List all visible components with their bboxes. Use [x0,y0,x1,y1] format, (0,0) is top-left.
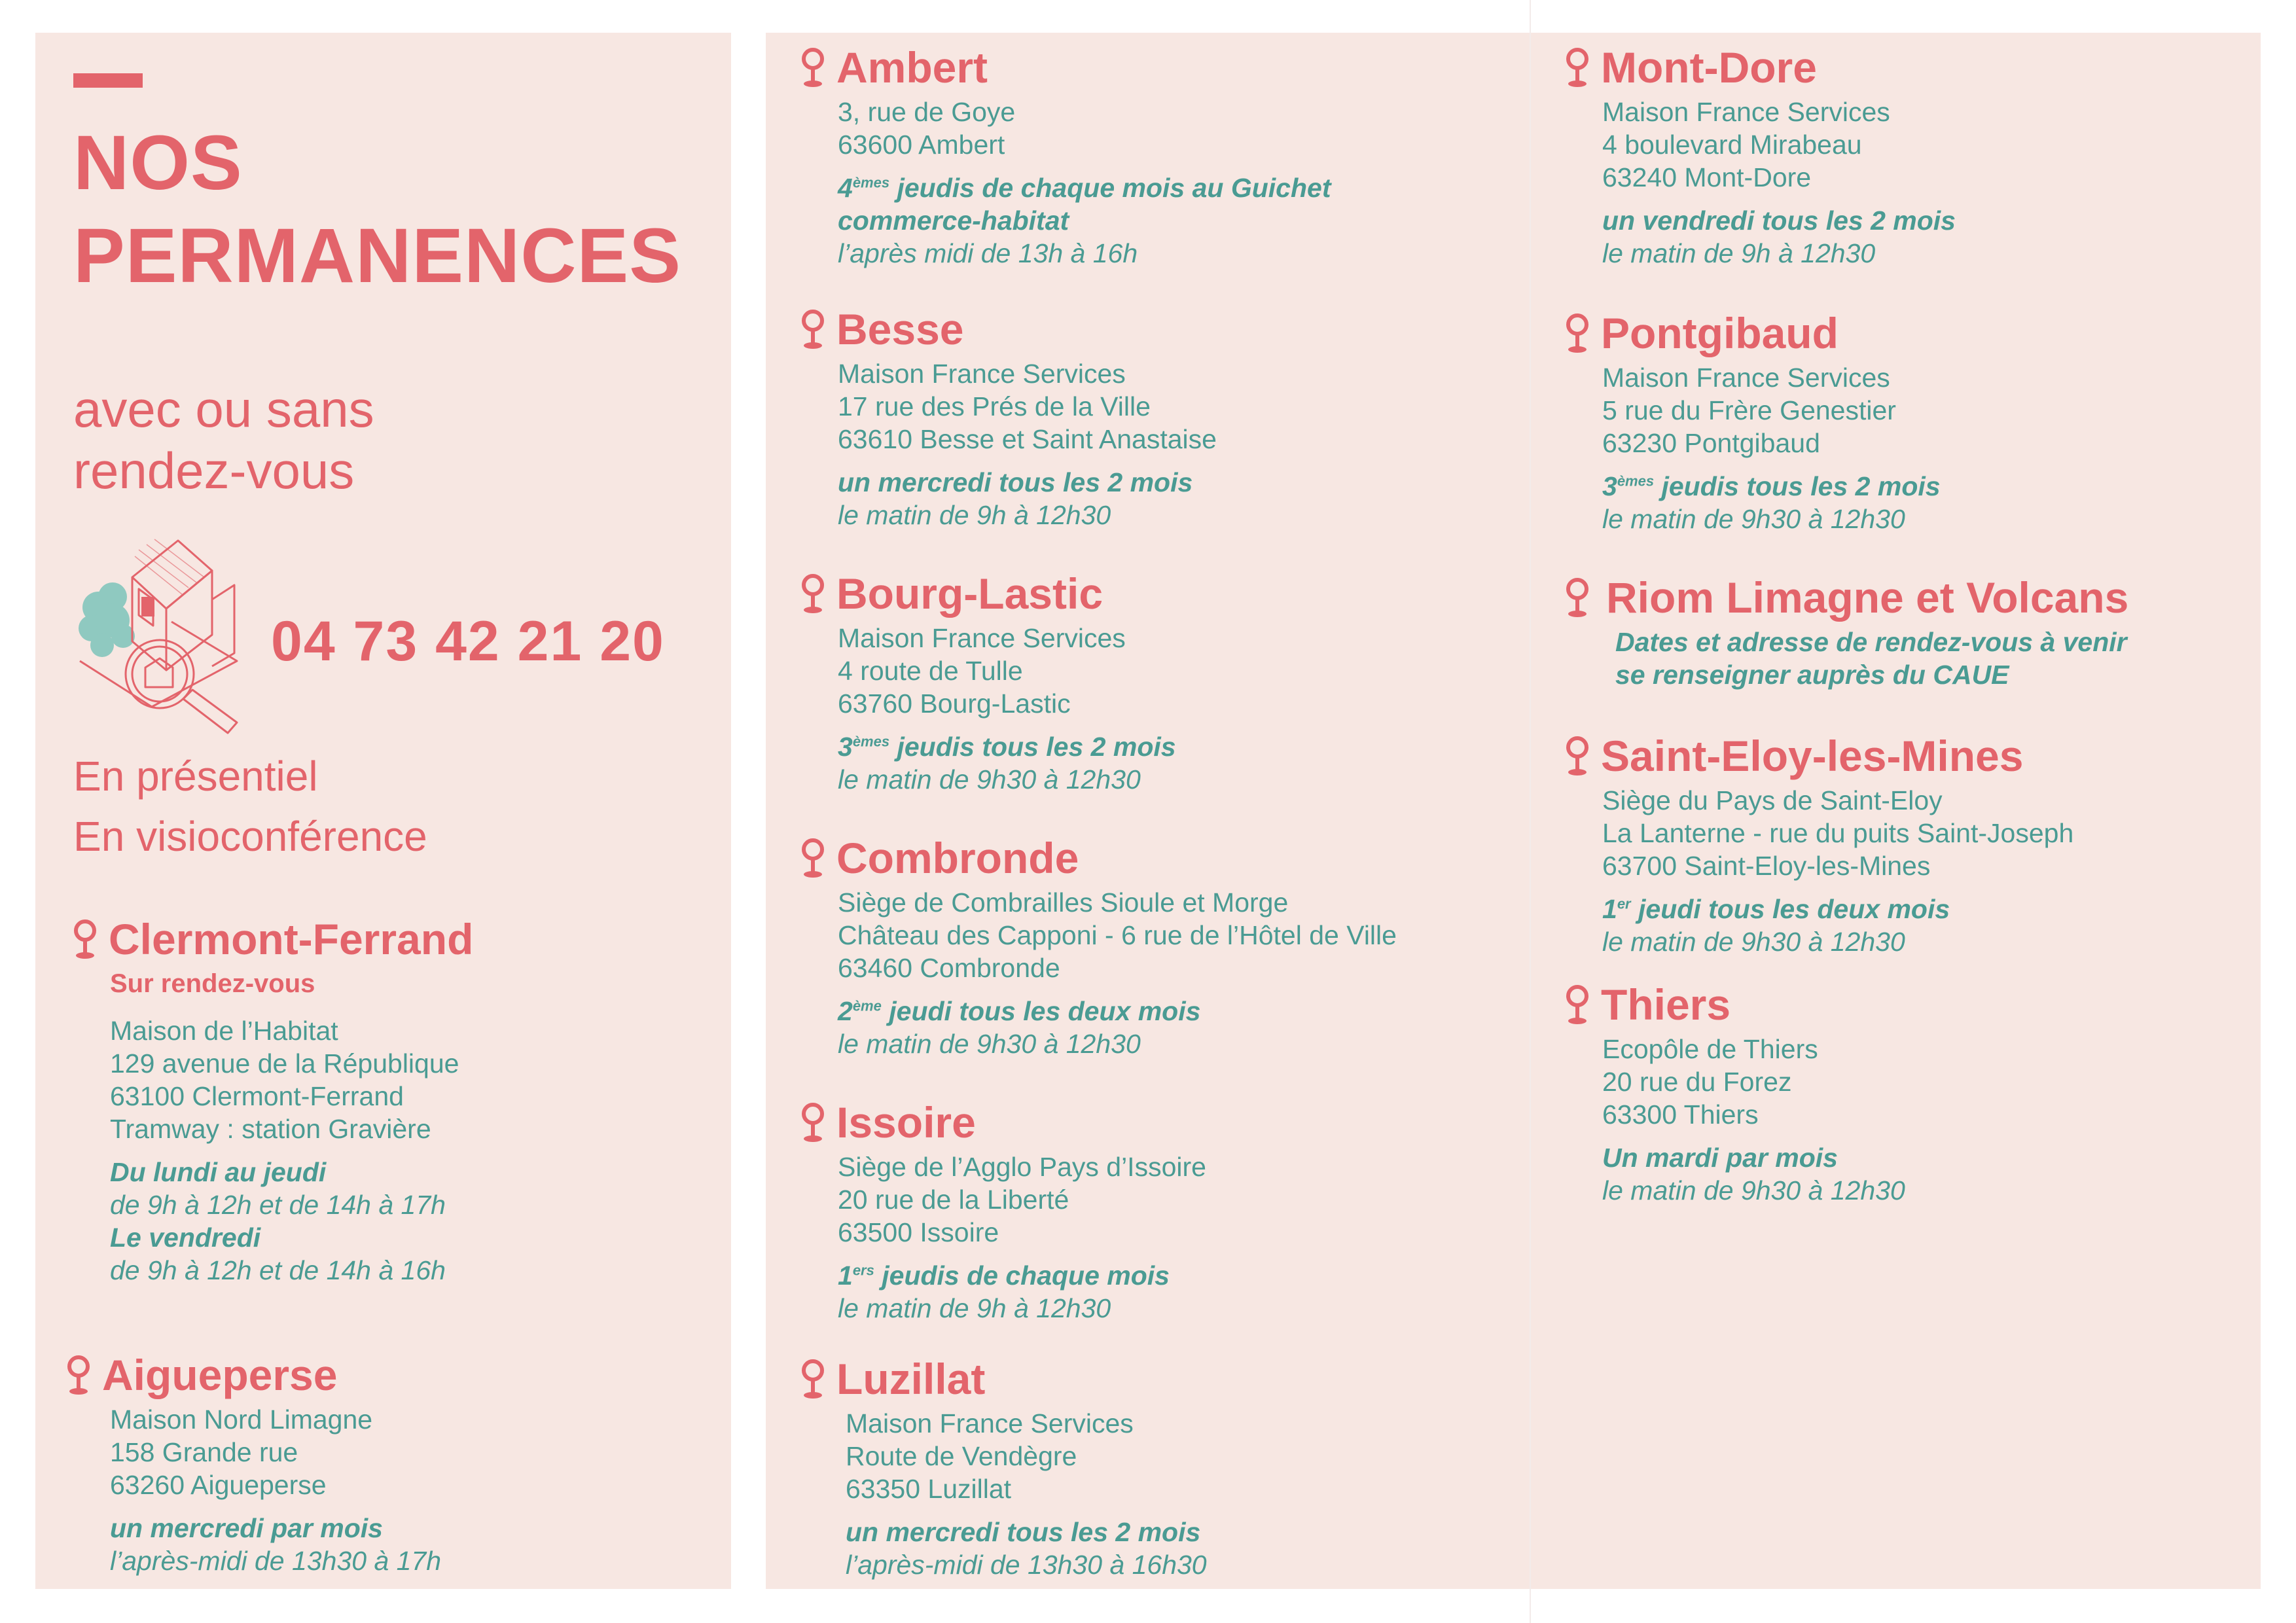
location-details [800,96,1480,270]
location-riom-limagne-volcans [1564,569,2245,691]
address-line: 63300 Thiers [1602,1099,1759,1130]
address-line: 63100 Clermont-Ferrand [110,1081,404,1111]
location-combronde [800,830,1480,1060]
schedule-text: Du lundi au jeudi [110,1157,327,1187]
location-ambert [800,39,1480,270]
address-line: 158 Grande rue [110,1437,298,1467]
mode-video: En visioconférence [73,813,427,860]
address-line: 20 rue de la Liberté [838,1185,1069,1215]
schedule-text: 3èmes jeudis tous les 2 mois [1602,471,1941,501]
location-name: Mont-Dore [1601,43,1817,92]
location-name: Luzillat [836,1355,986,1403]
schedule-text: un mercredi par mois [110,1513,383,1543]
address-line: Route de Vendègre [846,1441,1077,1471]
address-line: 3, rue de Goye [838,97,1016,127]
location-name: Thiers [1601,980,1731,1029]
location-details [800,1407,1480,1581]
address-line: 63600 Ambert [838,130,1005,160]
location-header [72,911,753,967]
location-name: Ambert [836,43,988,92]
address-line: 63460 Combronde [838,953,1060,983]
hours-text: le matin de 9h30 à 12h30 [1602,1175,1905,1205]
address-line: Siège de l’Agglo Pays d’Issoire [838,1152,1206,1182]
location-header [1564,569,2245,626]
schedule-text: un mercredi tous les 2 mois [846,1517,1201,1547]
appointment-note: Sur rendez-vous [110,969,315,998]
address-line: Château des Capponi - 6 rue de l’Hôtel de Ville [838,920,1397,950]
phone-number[interactable]: 04 73 42 21 20 [271,610,665,673]
location-details [800,357,1480,531]
address-line: 20 rue du Forez [1602,1067,1792,1097]
address-line: 63260 Aigueperse [110,1470,327,1500]
schedule-text: un vendredi tous les 2 mois [1602,205,1956,236]
location-details [800,1150,1480,1325]
map-pin-icon [1564,735,1590,777]
address-line: Maison de l’Habitat [110,1016,338,1046]
address-line: 63230 Pontgibaud [1602,428,1820,458]
location-details [1564,361,2245,535]
location-name: Saint-Eloy-les-Mines [1601,732,2024,780]
map-pin-icon [800,573,826,615]
address-line: 4 route de Tulle [838,656,1023,686]
schedule-text: Un mardi par mois [1602,1143,1838,1173]
location-bourg-lastic [800,565,1480,796]
location-saint-eloy-les-mines [1564,728,2245,958]
location-pontgibaud [1564,305,2245,535]
subtitle [73,378,374,501]
subtitle-line-2: rendez-vous [73,442,355,499]
hours-text: le matin de 9h30 à 12h30 [1602,504,1905,534]
address-line: 63610 Besse et Saint Anastaise [838,424,1217,454]
schedule-text: Le vendredi [110,1222,261,1253]
hours-text: de 9h à 12h et de 14h à 16h [110,1255,446,1285]
schedule-text: 1er jeudi tous les deux mois [1602,894,1950,924]
hours-text: l’après midi de 13h à 16h [838,238,1138,268]
location-header [800,830,1480,886]
map-pin-icon [65,1354,92,1396]
location-details [1564,1033,2245,1207]
schedule-text: commerce-habitat [838,205,1069,236]
address-line: La Lanterne - rue du puits Saint-Joseph [1602,818,2074,848]
map-pin-icon [1564,984,1590,1026]
address-line: 63760 Bourg-Lastic [838,688,1071,719]
location-details [800,886,1480,1060]
location-name: Issoire [836,1098,976,1147]
location-mont-dore [1564,39,2245,270]
address-line: 5 rue du Frère Genestier [1602,395,1896,425]
location-header [800,1351,1480,1407]
address-line: 63700 Saint-Eloy-les-Mines [1602,851,1931,881]
location-name: Besse [836,305,964,353]
location-name: Clermont-Ferrand [109,915,474,963]
map-pin-icon [72,918,98,960]
location-issoire [800,1094,1480,1325]
map-pin-icon [1564,577,1590,618]
location-header [1564,728,2245,784]
hours-text: le matin de 9h30 à 12h30 [838,1029,1141,1059]
location-clermont-ferrand [72,911,753,1287]
address-line: 63350 Luzillat [846,1474,1012,1504]
location-header [1564,305,2245,361]
address-line: Maison Nord Limagne [110,1404,373,1435]
address-line: 129 avenue de la République [110,1048,459,1079]
location-header [800,1094,1480,1150]
schedule-text: 1ers jeudis de chaque mois [838,1260,1170,1291]
hours-text: de 9h à 12h et de 14h à 17h [110,1190,446,1220]
schedule-text: Dates et adresse de rendez-vous à venir [1615,627,2127,657]
hours-text: le matin de 9h à 12h30 [1602,238,1876,268]
address-line: Maison France Services [1602,363,1890,393]
mode-in-person: En présentiel [73,753,318,800]
location-name: Bourg-Lastic [836,569,1103,618]
location-besse [800,301,1480,531]
title-line-1: NOS [73,120,243,206]
title-accent-bar [73,73,143,88]
map-pin-icon [800,837,826,879]
schedule-text: se renseigner auprès du CAUE [1615,660,2009,690]
schedule-text: 3èmes jeudis tous les 2 mois [838,732,1176,762]
address-line: 63500 Issoire [838,1217,999,1247]
address-line: Maison France Services [1602,97,1890,127]
map-pin-icon [1564,46,1590,88]
address-line: Tramway : station Gravière [110,1114,431,1144]
address-line: Ecopôle de Thiers [1602,1034,1818,1064]
address-line: Maison France Services [846,1408,1134,1438]
map-pin-icon [1564,312,1590,354]
location-details [800,622,1480,796]
hours-text: le matin de 9h30 à 12h30 [838,764,1141,794]
house-magnifier-icon [73,537,243,746]
hours-text: l’après-midi de 13h30 à 16h30 [846,1550,1207,1580]
address-line: 63240 Mont-Dore [1602,162,1812,192]
location-details [65,1403,746,1577]
map-pin-icon [800,1101,826,1143]
location-name: Combronde [836,834,1079,882]
address-line: Maison France Services [838,359,1126,389]
subtitle-line-1: avec ou sans [73,380,374,438]
address-line: 4 boulevard Mirabeau [1602,130,1862,160]
location-header [65,1347,746,1403]
schedule-text: un mercredi tous les 2 mois [838,467,1193,497]
location-thiers [1564,976,2245,1207]
schedule-text: 2ème jeudi tous les deux mois [838,996,1201,1026]
schedule-text: 4èmes jeudis de chaque mois au Guichet [838,173,1331,203]
address-line: Maison France Services [838,623,1126,653]
location-header [1564,39,2245,96]
location-header [800,565,1480,622]
location-details [1564,96,2245,270]
map-pin-icon [800,308,826,350]
location-header [800,301,1480,357]
address-line: Siège du Pays de Saint-Eloy [1602,785,1943,815]
location-header [800,39,1480,96]
hours-text: le matin de 9h à 12h30 [838,500,1111,530]
location-name: Riom Limagne et Volcans [1606,573,2129,622]
fold-line [1530,0,1531,1623]
location-details [1564,784,2245,958]
address-line: 17 rue des Prés de la Ville [838,391,1151,421]
page-title [73,116,681,302]
location-aigueperse [65,1347,746,1577]
title-line-2: PERMANENCES [73,213,681,299]
map-pin-icon [800,46,826,88]
location-header [1564,976,2245,1033]
location-details [1564,626,2245,691]
location-details [72,967,753,1287]
map-pin-icon [800,1358,826,1400]
hours-text: le matin de 9h30 à 12h30 [1602,927,1905,957]
location-name: Aigueperse [102,1351,338,1399]
location-name: Pontgibaud [1601,309,1839,357]
location-luzillat [800,1351,1480,1581]
hours-text: l’après-midi de 13h30 à 17h [110,1546,441,1576]
hours-text: le matin de 9h à 12h30 [838,1293,1111,1323]
address-line: Siège de Combrailles Sioule et Morge [838,887,1289,918]
